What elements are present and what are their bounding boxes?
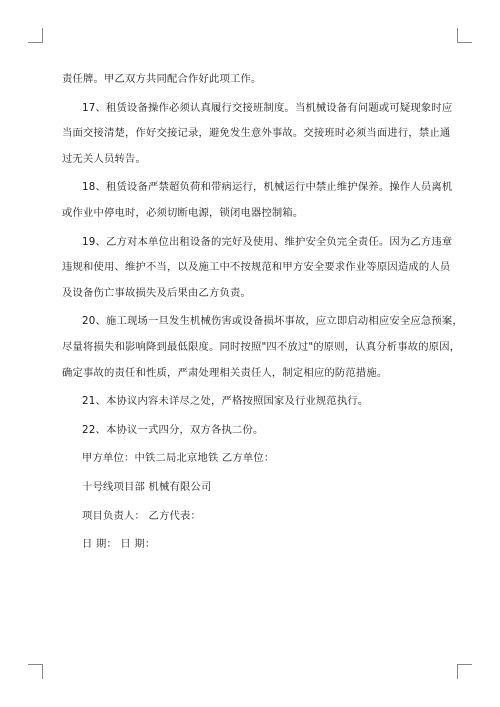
paragraph-19 bbox=[62, 230, 453, 307]
text-line: 违规和使用、维护不当，以及施工中不按规范和甲方安全要求作业等原因造成的人员 bbox=[62, 261, 451, 274]
text-line: 18、租赁设备严禁超负荷和带病运行，机械运行中禁止维护保养。操作人员离机 bbox=[82, 181, 453, 194]
signature-project-dept: 十号线项目部 机械有限公司 bbox=[82, 480, 212, 493]
text-line: 17、租赁设备操作必须认真履行交接班制度。当机械设备有问题或可疑现象时应 bbox=[82, 101, 453, 114]
text-line: 20、施工现场一旦发生机械伤害或设备损坏事故，应立即启动相应安全应急预案， bbox=[82, 315, 463, 328]
text-line: 责任牌。甲乙双方共同配合作好此项工作。 bbox=[62, 73, 262, 85]
paragraph-22 bbox=[62, 418, 447, 444]
paragraph-continuation bbox=[62, 67, 447, 93]
crop-mark-bottom-right bbox=[457, 664, 472, 679]
signature-project-leader: 项目负责人： 乙方代表： bbox=[82, 509, 201, 522]
text-line: 尽量将损失和影响降到最低限度。同时按照"四不放过"的原则，认真分析事故的原因， bbox=[62, 340, 461, 353]
text-line: 19、乙方对本单位出租设备的完好及使用、维护安全负完全责任。因为乙方违章 bbox=[82, 235, 453, 248]
paragraph-18 bbox=[62, 175, 453, 226]
paragraph-20 bbox=[62, 309, 463, 386]
text-line: 22、本协议一式四分，双方各执二份。 bbox=[82, 423, 264, 436]
paragraph-21 bbox=[62, 389, 447, 415]
crop-mark-top-left bbox=[28, 28, 43, 43]
crop-mark-top-right bbox=[457, 28, 472, 43]
crop-mark-bottom-left bbox=[28, 664, 43, 679]
paragraph-17 bbox=[62, 96, 453, 173]
text-line: 确定事故的责任和性质，严肃处理相关责任人，制定相应的防范措施。 bbox=[62, 366, 388, 379]
text-line: 及设备伤亡事故损失及后果由乙方负责。 bbox=[62, 286, 251, 299]
document-body bbox=[62, 67, 463, 561]
text-line: 21、本协议内容未详尽之处，严格按照国家及行业规范执行。 bbox=[82, 395, 369, 408]
signature-date: 日 期： 日 期： bbox=[82, 538, 156, 551]
signature-party-a-unit: 甲方单位：中铁二局北京地铁 乙方单位： bbox=[82, 452, 275, 465]
text-line: 当面交接清楚，作好交接记录，避免发生意外事故。交接班时必须当面进行，禁止通 bbox=[62, 127, 451, 140]
text-line: 或作业中停电时，必须切断电源，锁闭电器控制箱。 bbox=[62, 206, 304, 219]
text-line: 过无关人员转告。 bbox=[62, 152, 146, 165]
